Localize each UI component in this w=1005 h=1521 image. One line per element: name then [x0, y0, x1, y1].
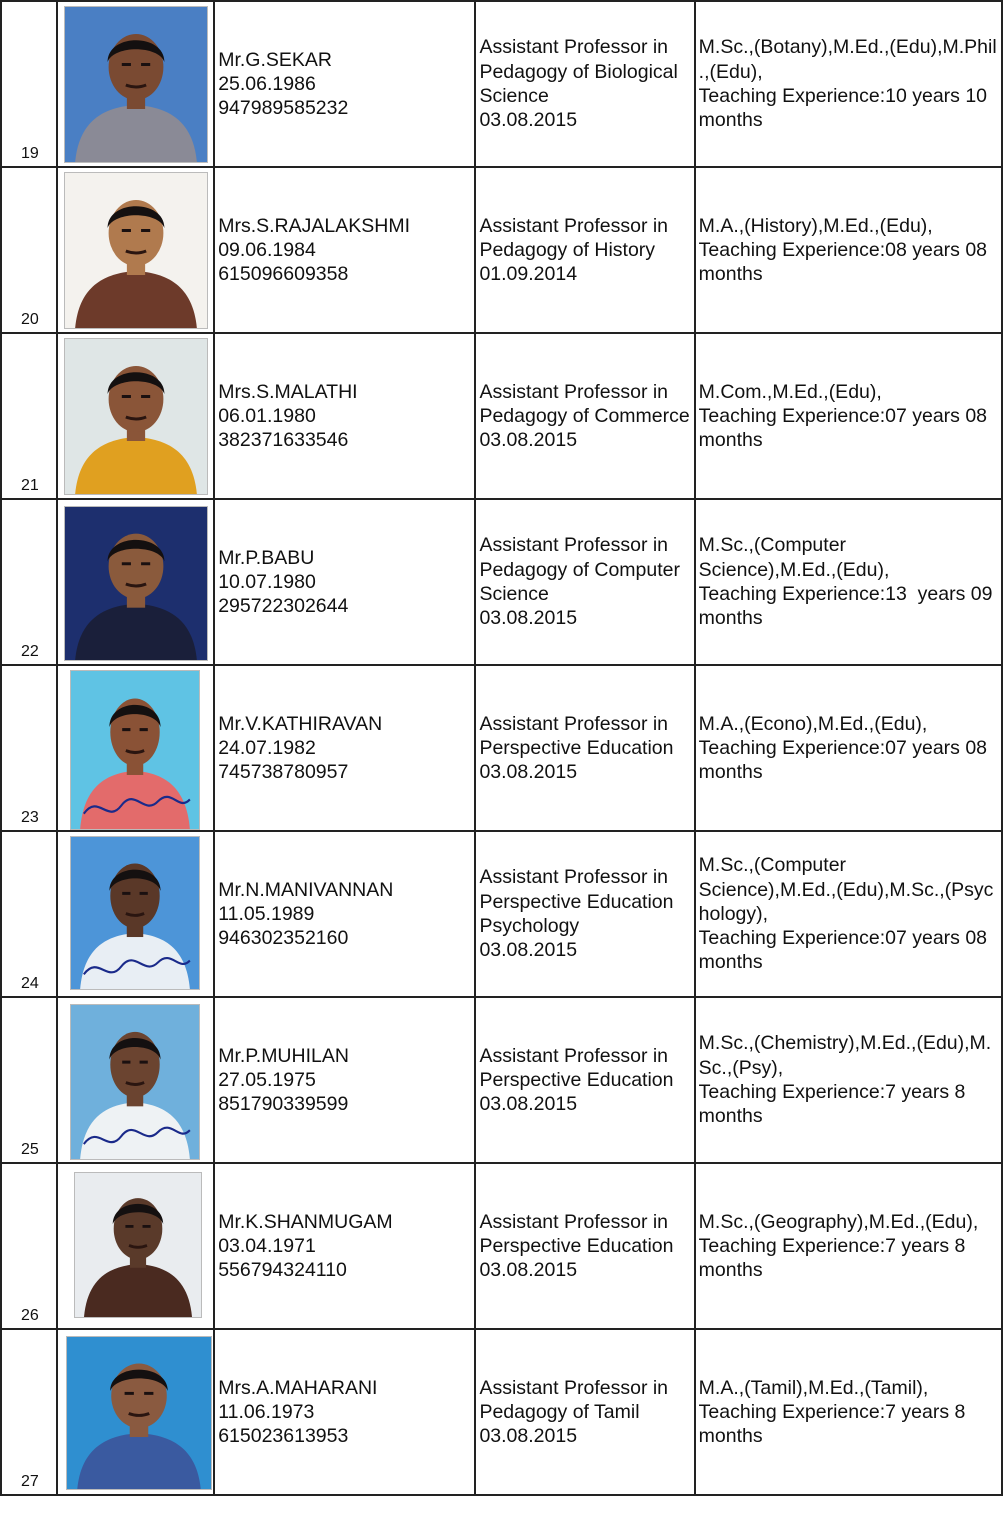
name-cell-line: 25.06.1986 [218, 72, 316, 95]
qualification-cell-line: .,(Edu), [698, 60, 763, 83]
person-photo-icon [64, 338, 208, 495]
qualification-cell-line: Science),M.Ed.,(Edu),M.Sc.,(Psyc [698, 878, 994, 901]
qualification-cell-line: Teaching Experience:7 years 8 [698, 1400, 966, 1423]
name-cell-line: 10.07.1980 [218, 570, 316, 593]
name-cell [214, 997, 475, 1163]
name-cell-line: Mr.P.BABU [218, 546, 315, 569]
qualification-cell-line: months [698, 1259, 763, 1282]
name-cell-line: 947989585232 [218, 97, 349, 120]
designation-cell-line: 03.08.2015 [479, 429, 578, 452]
qualification-cell-line: M.Sc.,(Computer [698, 534, 847, 557]
table-row [1, 997, 1002, 1163]
qualification-cell-line: Teaching Experience:10 years 10 [698, 85, 988, 107]
name-cell-line: 03.04.1971 [218, 1234, 316, 1257]
person-photo-icon [66, 1336, 212, 1490]
name-cell-line: 745738780957 [218, 761, 349, 784]
qualification-cell-line: Teaching Experience:08 years 08 [698, 238, 988, 261]
table-row [1, 665, 1002, 831]
designation-cell-line: Perspective Education [479, 1068, 674, 1091]
name-cell [214, 1163, 475, 1329]
qualification-cell-line: months [698, 951, 763, 974]
name-cell-line: 11.06.1973 [218, 1400, 315, 1423]
name-cell [214, 167, 475, 333]
serial-number-cell [1, 1163, 57, 1329]
designation-cell [475, 1163, 694, 1329]
serial-number: 24 [21, 975, 39, 992]
serial-number: 22 [21, 643, 39, 660]
qualification-cell [695, 333, 1002, 499]
designation-cell [475, 333, 694, 499]
designation-cell-line: Perspective Education [479, 1234, 674, 1257]
qualification-cell [695, 997, 1002, 1163]
name-cell [214, 665, 475, 831]
table-row [1, 333, 1002, 499]
name-cell-line: Mrs.S.RAJALAKSHMI [218, 214, 410, 237]
name-cell-line: Mr.P.MUHILAN [218, 1044, 349, 1067]
serial-number: 21 [21, 477, 39, 494]
photo-cell [57, 1, 214, 167]
staff-table-body [1, 1, 1002, 1495]
qualification-cell-line: M.Sc.,(Botany),M.Ed.,(Edu),M.Phil [698, 36, 997, 59]
qualification-cell-line: M.A.,(Econo),M.Ed.,(Edu), [698, 712, 928, 735]
name-cell [214, 1, 475, 167]
designation-cell-line: Pedagogy of History [479, 238, 656, 261]
qualification-cell-line: months [698, 109, 763, 132]
qualification-cell-line: months [698, 263, 763, 286]
qualification-cell [695, 167, 1002, 333]
qualification-cell-line: months [698, 761, 763, 784]
photo-cell [57, 333, 214, 499]
designation-cell-line: Assistant Professor in [479, 712, 669, 735]
name-cell [214, 499, 475, 665]
qualification-cell-line: months [698, 1105, 763, 1128]
name-cell-line: 615023613953 [218, 1425, 349, 1448]
qualification-cell [695, 1163, 1002, 1329]
designation-cell-line: 03.08.2015 [479, 1093, 578, 1116]
photo-cell [57, 167, 214, 333]
qualification-cell-line: M.Sc.,(Computer [698, 854, 847, 877]
name-cell-line: 556794324110 [218, 1259, 347, 1282]
name-cell-line: 382371633546 [218, 429, 349, 452]
designation-cell-line: 03.08.2015 [479, 1259, 578, 1282]
qualification-cell-line: M.A.,(Tamil),M.Ed.,(Tamil), [698, 1376, 929, 1399]
designation-cell-line: Assistant Professor in [479, 1044, 669, 1067]
person-photo-icon [64, 172, 208, 329]
person-photo-icon [70, 670, 200, 830]
qualification-cell-line: Teaching Experience:7 years 8 [698, 1234, 966, 1257]
name-cell-line: Mrs.S.MALATHI [218, 380, 358, 403]
qualification-cell-line: M.Sc.,(Geography),M.Ed.,(Edu), [698, 1210, 979, 1233]
designation-cell-line: Assistant Professor in [479, 866, 669, 889]
serial-number: 20 [21, 311, 39, 328]
serial-number-cell [1, 499, 57, 665]
serial-number-cell [1, 997, 57, 1163]
serial-number-cell [1, 831, 57, 997]
person-photo-icon [64, 506, 208, 661]
qualification-cell [695, 1, 1002, 167]
designation-cell-line: Pedagogy of Biological [479, 60, 678, 83]
name-cell [214, 831, 475, 997]
designation-cell [475, 499, 694, 665]
designation-cell-line: 03.08.2015 [479, 761, 578, 784]
name-cell-line: Mr.G.SEKAR [218, 48, 332, 71]
name-cell-line: Mr.K.SHANMUGAM [218, 1210, 393, 1233]
qualification-cell-line: Teaching Experience:13 years 09 [698, 583, 993, 605]
designation-cell-line: Assistant Professor in [479, 1376, 669, 1399]
photo-cell [57, 997, 214, 1163]
designation-cell [475, 997, 694, 1163]
name-cell-line: 24.07.1982 [218, 736, 316, 759]
designation-cell-line: Assistant Professor in [479, 534, 669, 557]
qualification-cell [695, 499, 1002, 665]
designation-cell-line: Assistant Professor in [479, 380, 669, 403]
designation-cell [475, 167, 694, 333]
designation-cell-line: 01.09.2014 [479, 263, 578, 286]
serial-number: 27 [21, 1473, 39, 1490]
name-cell-line: 946302352160 [218, 927, 349, 950]
name-cell-line: Mr.N.MANIVANNAN [218, 878, 394, 901]
table-row [1, 831, 1002, 997]
photo-cell [57, 1163, 214, 1329]
serial-number-cell [1, 665, 57, 831]
qualification-cell-line: Sc.,(Psy), [698, 1056, 784, 1079]
serial-number-cell [1, 333, 57, 499]
name-cell-line: 295722302644 [218, 595, 349, 618]
designation-cell-line: Pedagogy of Commerce [479, 404, 690, 427]
photo-cell [57, 665, 214, 831]
designation-cell-line: Assistant Professor in [479, 1210, 669, 1233]
designation-cell [475, 1, 694, 167]
qualification-cell [695, 665, 1002, 831]
photo-cell [57, 499, 214, 665]
table-row [1, 1163, 1002, 1329]
serial-number: 19 [21, 145, 39, 162]
table-row [1, 1, 1002, 167]
name-cell-line: 851790339599 [218, 1093, 349, 1116]
designation-cell-line: Assistant Professor in [479, 214, 669, 237]
person-photo-icon [70, 836, 200, 990]
designation-cell-line: Perspective Education [479, 736, 674, 759]
designation-cell-line: Pedagogy of Tamil [479, 1400, 640, 1423]
designation-cell-line: 03.08.2015 [479, 1425, 578, 1448]
person-photo-icon [64, 6, 208, 163]
designation-cell-line: Pedagogy of Computer [479, 558, 680, 581]
name-cell-line: 06.01.1980 [218, 404, 316, 427]
name-cell-line: 09.06.1984 [218, 238, 316, 261]
name-cell-line: Mrs.A.MAHARANI [218, 1376, 378, 1399]
serial-number: 23 [21, 809, 39, 826]
name-cell-line: 615096609358 [218, 263, 349, 286]
qualification-cell [695, 831, 1002, 997]
qualification-cell-line: Science),M.Ed.,(Edu), [698, 558, 890, 581]
qualification-cell-line: Teaching Experience:07 years 08 [698, 404, 988, 427]
designation-cell-line: 03.08.2015 [479, 109, 578, 132]
table-row [1, 499, 1002, 665]
designation-cell-line: Science [479, 85, 549, 107]
qualification-cell-line: Teaching Experience:07 years 08 [698, 736, 988, 759]
designation-cell-line: Assistant Professor in [479, 36, 669, 59]
name-cell [214, 1329, 475, 1495]
qualification-cell-line: M.Com.,M.Ed.,(Edu), [698, 380, 882, 403]
serial-number-cell [1, 167, 57, 333]
designation-cell [475, 1329, 694, 1495]
qualification-cell-line: M.Sc.,(Chemistry),M.Ed.,(Edu),M. [698, 1032, 992, 1055]
designation-cell [475, 831, 694, 997]
qualification-cell-line: hology), [698, 902, 769, 925]
serial-number: 25 [21, 1141, 39, 1158]
name-cell-line: Mr.V.KATHIRAVAN [218, 712, 383, 735]
table-row [1, 167, 1002, 333]
name-cell [214, 333, 475, 499]
qualification-cell-line: months [698, 607, 763, 630]
qualification-cell-line: months [698, 429, 763, 452]
name-cell-line: 27.05.1975 [218, 1068, 316, 1091]
designation-cell-line: Psychology [479, 915, 580, 937]
photo-cell [57, 1329, 214, 1495]
photo-cell [57, 831, 214, 997]
serial-number: 26 [21, 1307, 39, 1324]
qualification-cell [695, 1329, 1002, 1495]
qualification-cell-line: Teaching Experience:7 years 8 [698, 1081, 966, 1103]
person-photo-icon [70, 1004, 200, 1160]
designation-cell [475, 665, 694, 831]
person-photo-icon [74, 1172, 202, 1318]
name-cell-line: 11.05.1989 [218, 902, 315, 925]
designation-cell-line: 03.08.2015 [479, 939, 578, 962]
serial-number-cell [1, 1, 57, 167]
qualification-cell-line: Teaching Experience:07 years 08 [698, 927, 988, 950]
qualification-cell-line: M.A.,(History),M.Ed.,(Edu), [698, 214, 933, 237]
designation-cell-line: Perspective Education [479, 890, 674, 913]
serial-number-cell [1, 1329, 57, 1495]
designation-cell-line: 03.08.2015 [479, 607, 578, 630]
designation-cell-line: Science [479, 583, 549, 605]
table-row [1, 1329, 1002, 1495]
qualification-cell-line: months [698, 1425, 763, 1448]
